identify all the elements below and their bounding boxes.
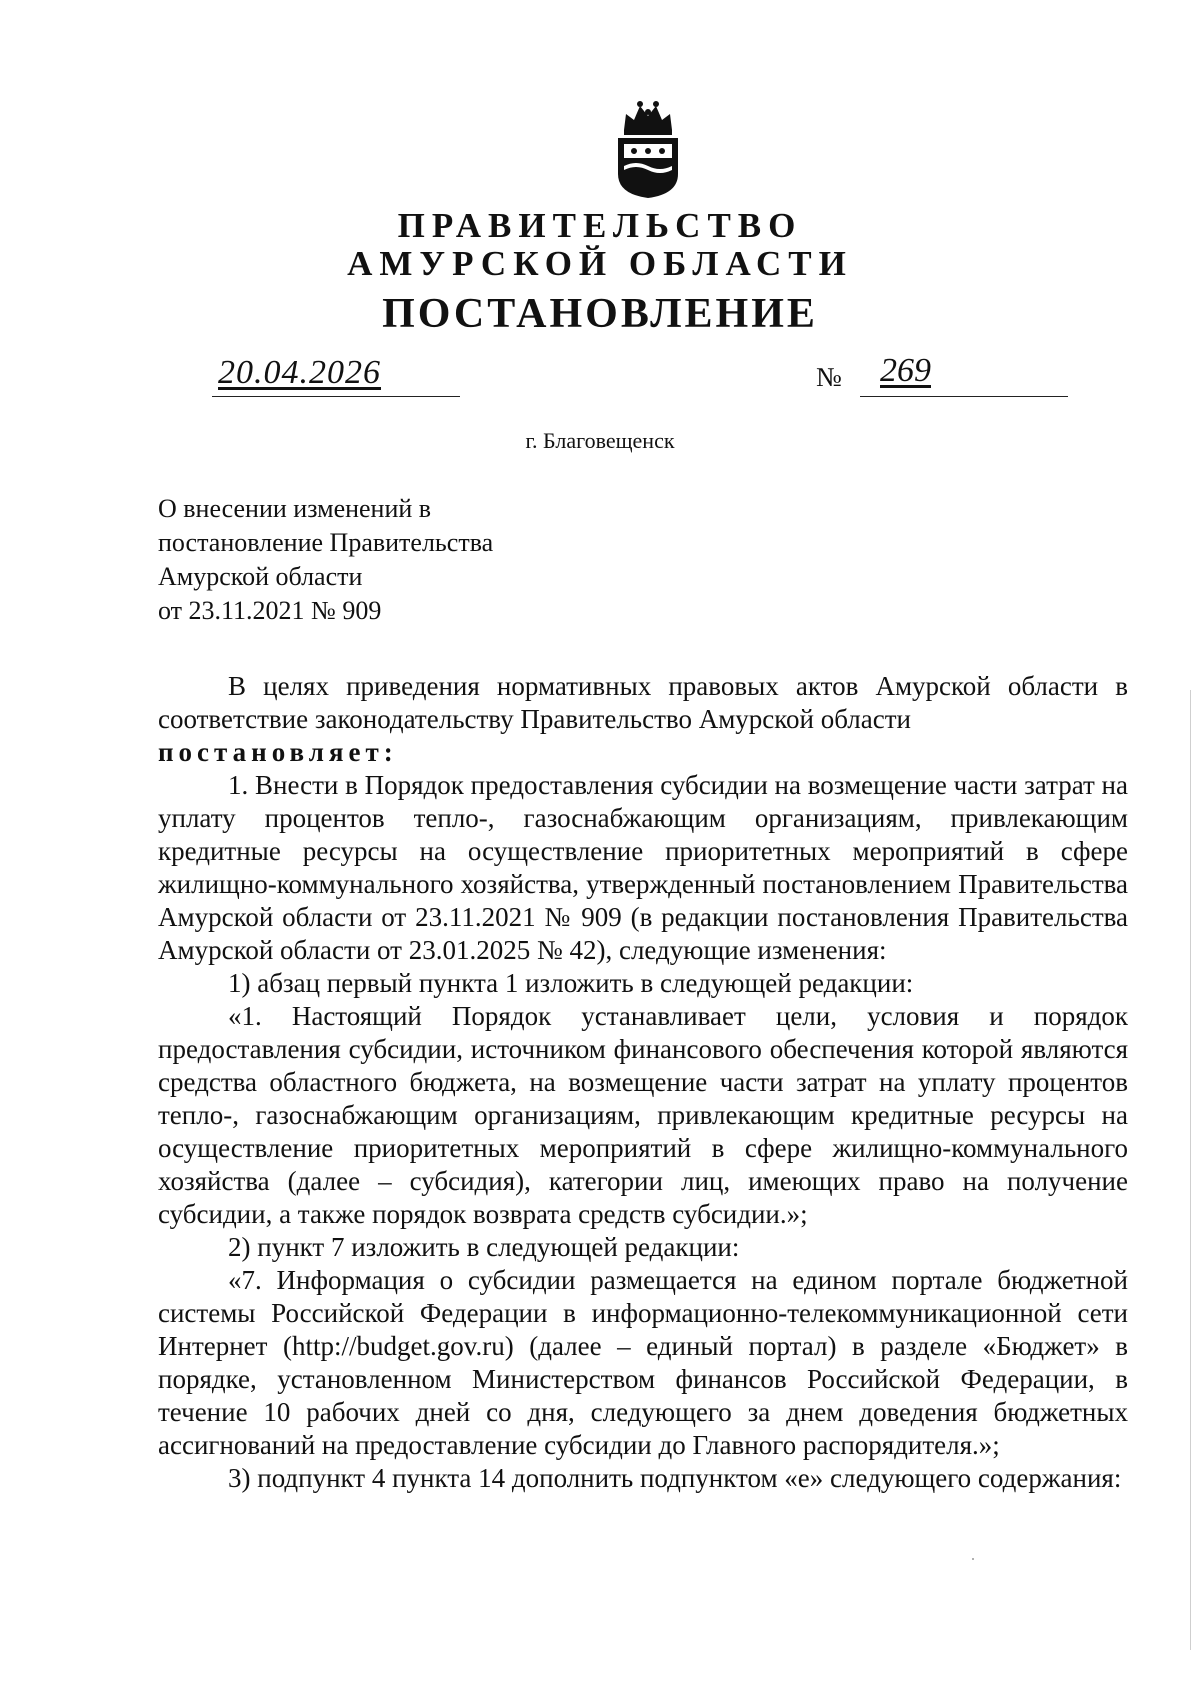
- number-sign: №: [816, 362, 842, 392]
- paragraph-2: 1) абзац первый пункта 1 изложить в следующей редакции:: [228, 968, 914, 998]
- preamble-paragraph: В целях приведения нормативных правовых актов Амурской области в соответствие законодательству Правительство Амурской области: [158, 671, 1128, 734]
- paragraph-3: «1. Настоящий Порядок устанавливает цели, условия и порядок предоставления субсидии, источником финансового обеспечения которой являются средства областного бюджета, на возмещение части затрат на уплату процентов тепло-, газоснабжающим организациям, привлекающим кредитные ресурсы на осуществление приоритетных мероприятий в сфере жилищно-коммунального хозяйства (далее – субсидия), категории лиц, имеющих право на получение субсидии, а также порядок возврата средств субсидии.»;: [158, 1001, 1128, 1229]
- document-subject: [158, 492, 493, 628]
- paragraph-6: 3) подпункт 4 пункта 14 дополнить подпунктом «е» следующего содержания:: [228, 1463, 1122, 1493]
- handwritten-date: 20.04.2026: [218, 354, 381, 391]
- subject-line: О внесении изменений в: [158, 494, 432, 523]
- scan-speck: [972, 1558, 974, 1560]
- paragraph-5: «7. Информация о субсидии размещается на едином портале бюджетной системы Российской Федерации в информационно-телекоммуникационной сети Интернет (http://budget.gov.ru) (далее – единый портал) в разделе «Бюджет» в порядке, установленном Министерством финансов Российской Федерации, в течение 10 рабочих дней со дня, следующего за днем доведения бюджетных ассигнований на предоставление субсидии до Главного распорядителя.»;: [158, 1265, 1128, 1460]
- document-body: [158, 670, 1128, 1495]
- date-field: [212, 352, 460, 397]
- paragraph-4: 2) пункт 7 изложить в следующей редакции:: [228, 1232, 740, 1262]
- scan-edge-line: [1190, 690, 1191, 1650]
- number-field: [860, 352, 1068, 397]
- subject-line: Амурской области: [158, 562, 363, 591]
- handwritten-number: 269: [880, 352, 931, 389]
- document-type-title: ПОСТАНОВЛЕНИЕ: [382, 291, 818, 337]
- government-title-line2: АМУРСКОЙ ОБЛАСТИ: [347, 244, 853, 283]
- resolves-word: постановляет:: [158, 737, 398, 767]
- city-line: г. Благовещенск: [525, 428, 675, 453]
- government-title-line1: ПРАВИТЕЛЬСТВО: [397, 206, 803, 245]
- subject-line: от 23.11.2021 № 909: [158, 596, 382, 625]
- subject-line: постановление Правительства: [158, 528, 494, 557]
- paragraph-1: 1. Внести в Порядок предоставления субсидии на возмещение части затрат на уплату процентов тепло-, газоснабжающим организациям, привлекающим кредитные ресурсы на осуществление приоритетных мероприятий в сфере жилищно-коммунального хозяйства, утвержденный постановлением Правительства Амурской области от 23.11.2021 № 909 (в редакции постановления Правительства Амурской области от 23.01.2025 № 42), следующие изменения:: [158, 770, 1128, 965]
- coat-of-arms-icon: [610, 100, 686, 200]
